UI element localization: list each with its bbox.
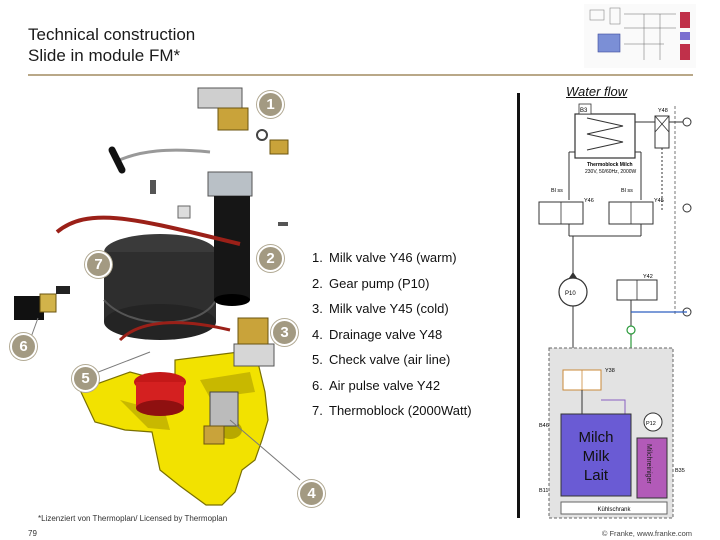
legend-item: 2. Gear pump (P10) — [312, 275, 430, 291]
legend-item: 3. Milk valve Y45 (cold) — [312, 301, 449, 316]
screw-part — [278, 222, 288, 226]
callout-badge-7: 7 — [85, 251, 112, 278]
label-b35: B35 — [675, 468, 685, 474]
license-footnote: *Lizenziert von Thermoplan/ Licensed by Thermoplan — [38, 514, 228, 523]
water-flow-schematic — [525, 100, 697, 522]
hose-steel — [115, 150, 210, 162]
page-number: 79 — [28, 529, 37, 538]
label-b3: B3 — [580, 108, 588, 114]
fridge-label: Kühlschrank — [597, 507, 631, 513]
section-divider — [517, 93, 520, 518]
label-bis-right: Bl ss — [621, 188, 633, 194]
label-b46: B46 — [539, 423, 549, 429]
label-p12: P12 — [646, 421, 656, 427]
callout-badge-3: 3 — [271, 319, 298, 346]
copyright-notice: © Franke, www.franke.com — [601, 529, 692, 538]
thermoblock-label: Thermoblock Milch — [587, 162, 633, 168]
air-pulse-valve-y42 — [14, 286, 70, 320]
milk-label-en: Milk — [582, 448, 610, 465]
legend-item: 6. Air pulse valve Y42 — [312, 377, 441, 393]
label-y48: Y48 — [658, 108, 668, 114]
hose-connector — [112, 150, 122, 170]
thermoblock-box — [575, 114, 635, 158]
legend-item: 7. Thermoblock (2000Watt) — [312, 403, 472, 418]
callout-badge-6: 6 — [10, 333, 37, 360]
label-y46: Y46 — [584, 198, 594, 204]
legend-item: 4. Drainage valve Y48 — [312, 326, 443, 342]
milk-label-fr: Lait — [583, 467, 609, 484]
screw-part — [150, 180, 156, 194]
callout-badge-4: 4 — [298, 480, 325, 507]
thermoblock-spec: 230V, 50/60Hz, 2000W — [585, 169, 637, 175]
label-y38: Y38 — [605, 368, 615, 374]
valve-y48 — [655, 116, 669, 148]
callout-badge-2: 2 — [257, 245, 284, 272]
component-legend — [312, 245, 472, 424]
legend-item: 1. Milk valve Y46 (warm) — [312, 250, 457, 265]
callout-badge-1: 1 — [257, 91, 284, 118]
title-line-1: Technical construction — [28, 25, 196, 44]
legend-item: 5. Check valve (air line) — [312, 352, 451, 367]
milk-valve-y45 — [234, 318, 274, 366]
cleaner-label: Milchreiniger — [645, 444, 652, 484]
milk-label-de: Milch — [578, 429, 614, 446]
overview-thumbnail — [584, 4, 696, 68]
label-y45: Y45 — [654, 198, 664, 204]
label-bis-left: Bl ss — [551, 188, 563, 194]
yellow-base-frame — [80, 350, 268, 505]
water-flow-title: Water flow — [566, 84, 628, 99]
label-b11: B11 — [539, 488, 549, 494]
callout-badge-5: 5 — [72, 365, 99, 392]
title-line-2: Slide in module FM* — [28, 46, 181, 65]
fitting-part — [178, 206, 190, 218]
label-y42: Y42 — [643, 274, 653, 280]
check-valve-red — [134, 372, 186, 416]
label-p10: P10 — [565, 291, 576, 297]
